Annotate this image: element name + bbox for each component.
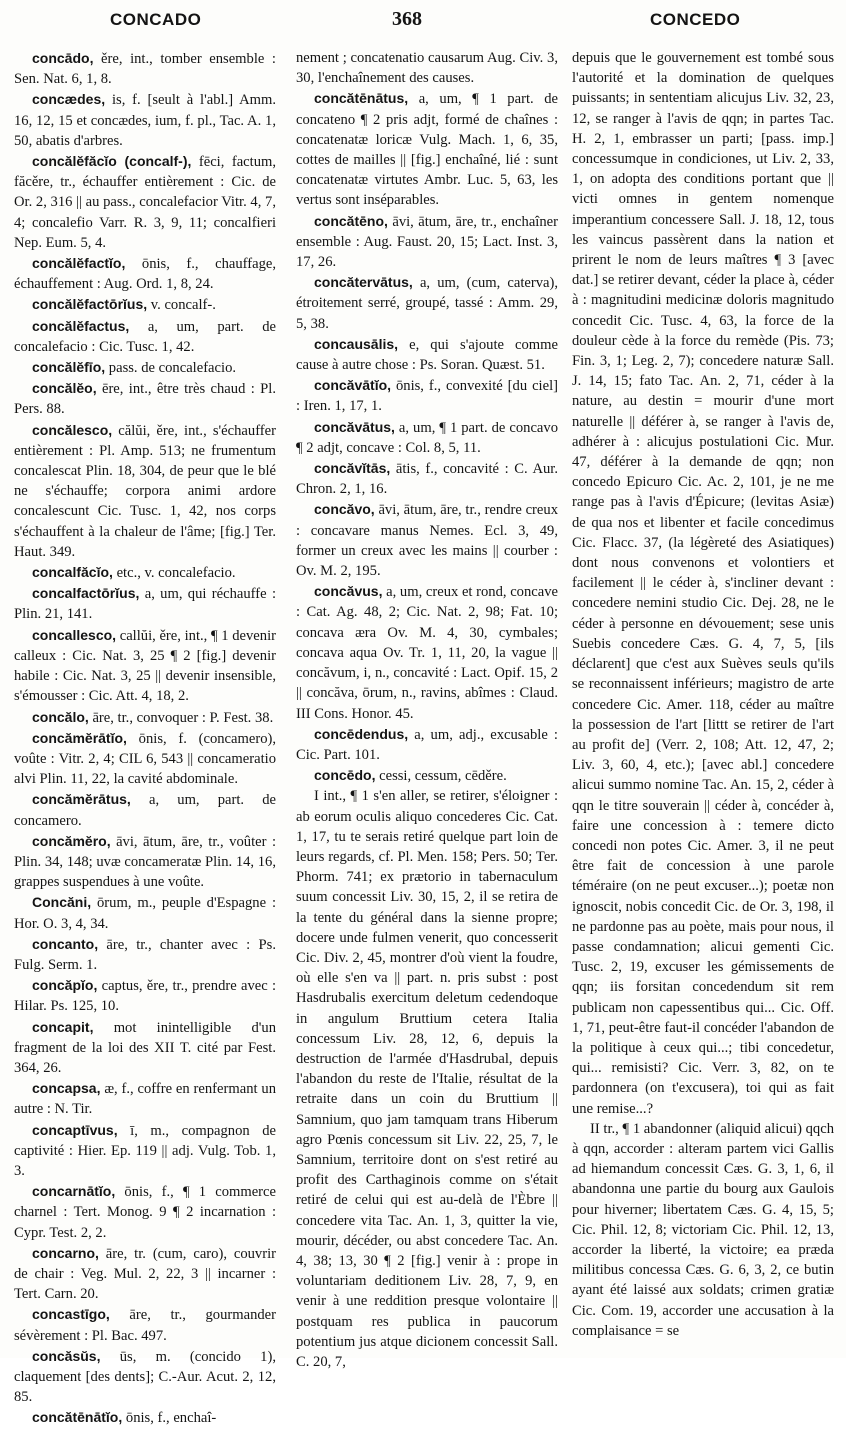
entry-definition: călŭi, ěre, int., s'échauffer entièrement : Pl. Amp. 513; ne frumentum concalescat Plin. 18, 304, de peur que le blé ne s'échauffe; corpora animi ardore concalescunt Cic. Tusc. 1, 42, nos corps s'échauffent à la chaleur de l'âme; [fig.] Ter. Haut. 349. — [14, 422, 276, 560]
dictionary-entry — [296, 48, 558, 88]
dictionary-entry — [296, 724, 558, 765]
entry-headword: Concăni, — [32, 894, 92, 911]
dictionary-entry — [14, 934, 276, 975]
entry-headword: concapit, — [32, 1018, 94, 1035]
entry-headword: concăvātĭo, — [314, 377, 392, 394]
entry-headword: concălĕfactōrĭus, — [32, 296, 148, 313]
dictionary-entry — [572, 48, 834, 1119]
entry-definition: ātis, f., concavité : C. Aur. Chron. 2, 1, 16. — [296, 461, 558, 498]
dictionary-entry — [296, 272, 558, 334]
entry-definition: ōnis, f. (concamero), voûte : Vitr. 2, 4; CIL 6, 543 || concameratio alvi Plin. 11, 22, la cavité abdominale. — [14, 730, 276, 788]
entry-definition: v. concalf-. — [147, 297, 216, 314]
entry-definition: āre, tr., gourmander sévèrement : Pl. Bac. 497. — [14, 1307, 276, 1344]
entry-headword: concămĕrātĭo, — [32, 729, 127, 746]
entry-headword: concausālis, — [314, 335, 399, 352]
entry-headword: concămĕrātus, — [32, 791, 131, 808]
dictionary-entry — [296, 765, 558, 786]
dictionary-entry — [14, 1407, 276, 1428]
dictionary-entry — [14, 707, 276, 728]
dictionary-entry — [14, 831, 276, 893]
header-right-guideword: CONCEDO — [650, 10, 741, 29]
dictionary-entry — [14, 253, 276, 294]
entry-definition: a, um, part. de concamero. — [14, 792, 276, 829]
dictionary-entry — [14, 1120, 276, 1182]
dictionary-entry — [14, 625, 276, 707]
entry-headword: concanto, — [32, 935, 99, 952]
header-left-guideword: CONCADO — [110, 10, 202, 29]
entry-headword: concādo, — [32, 50, 94, 66]
entry-headword: concăvus, — [314, 583, 383, 600]
entry-definition: āre, tr., chanter avec : Ps. Fulg. Serm. 1. — [14, 936, 276, 973]
entry-definition: ēre, int., être très chaud : Pl. Pers. 88. — [14, 381, 276, 418]
dictionary-entry — [296, 786, 558, 1372]
entry-headword: concædes, — [32, 91, 106, 108]
entry-definition: a, um, part. de concalefacio : Cic. Tusc. 1, 42. — [14, 318, 276, 355]
dictionary-entry — [296, 88, 558, 210]
entry-definition: ōnis, f., ¶ 1 commerce charnel : Tert. Monog. 9 ¶ 2 incarnation : Cypr. Test. 2, 2. — [14, 1184, 276, 1241]
dictionary-entry — [14, 357, 276, 378]
page-number: 368 — [392, 8, 422, 30]
entry-headword: concătervātus, — [314, 274, 413, 291]
dictionary-entry — [14, 789, 276, 830]
dictionary-entry — [14, 1304, 276, 1345]
entry-definition: ūs, m. (concido 1), claquement [des dents]; C.-Aur. Acut. 2, 12, 85. — [14, 1348, 276, 1406]
entry-definition: captus, ěre, tr., prendre avec : Hilar. Ps. 125, 10. — [14, 978, 276, 1015]
dictionary-entry — [14, 1017, 276, 1079]
entry-definition: ōnis, f., convexité [du ciel] : Iren. 1, 17, 1. — [296, 378, 558, 415]
entry-definition: a, um, ¶ 1 part. de concateno ¶ 2 pris adjt, formé de chaînes : concatenatæ loricæ Vulg. Mach. 1, 6, 35, cottes de mailles || [fig.] enchaîné, lié : sunt concatenatæ virtutes Ambr. Luc. 5, 63, les vertus sont inséparables. — [296, 91, 558, 209]
entry-definition: āvi, ātum, āre, tr., voûter : Plin. 34, 148; uvæ concameratæ Plin. 14, 16, grappes suspendues à une voûte. — [14, 833, 276, 891]
entry-definition: a, um, (cum, caterva), étroitement serré, groupé, tassé : Amm. 29, 5, 38. — [296, 275, 558, 332]
entry-definition: callŭi, ěre, int., ¶ 1 devenir calleux : Cic. Nat. 3, 25 ¶ 2 [fig.] devenir habile : Cic. Nat. 3, 25 || devenir insensible, s'émousser : Cic. Att. 4, 18, 2. — [14, 627, 276, 705]
entry-definition: pass. de concalefacio. — [105, 360, 237, 377]
entry-definition: etc., v. concalefacio. — [112, 565, 236, 582]
entry-definition: is, f. [seult à l'abl.] Amm. 16, 12, 15 et concædes, ium, f. pl., Tac. A. 1, 50, abatis d'arbres. — [14, 92, 276, 149]
entry-headword: concastīgo, — [32, 1306, 110, 1323]
entry-definition: āvi, ātum, āre, tr., rendre creux : concavare manus Nemes. Ecl. 3, 49, former un creux avec les mains || courber : Ov. M. 2, 195. — [296, 502, 558, 580]
entry-headword: concălĕo, — [32, 380, 97, 397]
dictionary-entry — [572, 1119, 834, 1341]
entry-definition: ōnis, f., enchaî- — [122, 1410, 217, 1427]
dictionary-entry — [296, 334, 558, 375]
entry-headword: concălĕfactĭo, — [32, 255, 126, 272]
entry-headword: concarnātĭo, — [32, 1183, 116, 1200]
entry-definition: ōrum, m., peuple d'Espagne : Hor. O. 3, 4, 34. — [14, 895, 276, 932]
dictionary-entry — [14, 1346, 276, 1408]
entry-definition: II tr., ¶ 1 abandonner (aliquid alicui) qqch à qqn, accorder : alteram partem vici Gallis ad hiemandum concessit Cæs. G. 3, 1, 6, il abandonna une partie du bourg aux Gaulois pour hiverner; libertatem Cæs. G. 4, 15, 5; Cic. Phil. 12, 8; victoriam Cic. Phil. 12, 13, accorder la liberté, la victoire; ea præda militibus concessa Cæs. G. 6, 3, 2, ce butin ayant été laissé aux soldats; crimen gratiæ Cic. Com. 19, accorder une accusation à la complaisance = se — [572, 1120, 834, 1339]
entry-headword: concălesco, — [32, 421, 113, 438]
entry-definition: ōnis, f., chauffage, échauffement : Aug. Ord. 1, 8, 24. — [14, 256, 276, 293]
dictionary-entry — [14, 728, 276, 790]
entry-headword: concalfactōrĭus, — [32, 585, 140, 602]
dictionary-entry — [14, 48, 276, 89]
entry-headword: concapsa, — [32, 1080, 101, 1097]
entry-headword: concăsŭs, — [32, 1347, 101, 1364]
entry-definition: cessi, cessum, cēděre. — [375, 768, 507, 785]
running-header — [0, 6, 846, 46]
entry-headword: concătēno, — [314, 212, 388, 229]
column-right — [572, 48, 834, 1356]
entry-headword: concăvo, — [314, 501, 375, 518]
dictionary-entry — [14, 1243, 276, 1305]
dictionary-entry — [296, 417, 558, 458]
entry-headword: concălĕfactus, — [32, 317, 130, 334]
entry-definition: āre, tr. (cum, caro), couvrir de chair : Veg. Mul. 2, 22, 3 || incarner : Tert. Carn. 20. — [14, 1245, 276, 1303]
dictionary-entry — [14, 378, 276, 419]
entry-definition: I int., ¶ 1 s'en aller, se retirer, s'éloigner : ab eorum oculis aliquo concederes Cic. Cat. 1, 17, tu te serais retiré quelque part loin de leurs regards, cf. Pl. Men. 158; Pers. 50; Ter. Phorm. 741; ex prætorio in tabernaculum suum concessit Liv. 30, 15, 2, il se retira de la tente du général dans la sienne propre; docere unde fulmen venerit, quo concesserit Cic. Div. 2, 45, montrer d'où vient la foudre, où elle s'en va || part. n. pris subst : post Hasdrubalis exercitum deletum cedendoque in angulum Bruttium cetera Italia concessum Liv. 28, 12, 6, depuis la destruction de l'armée d'Hasdrubal, depuis l'abandon du reste de l'Italie, résultat de la retraite dans un coin du Bruttium || Samnium, quo jam tamquam trans Hiberum agro Pœnis concessum sit Liv. 22, 25, 7, le Samnium, territoire dont on s'est retiré au profit des Carthaginois comme on s'était retiré de celui qui est au-delà de l'Èbre || concedere vita Tac. An. 1, 3, quitter la vie, mourir, décéder, ou abst concedere Tac. An. 4, 38; 13, 30 ¶ 2 [fig.] venir à : prope in voluntariam deditionem Liv. 28, 7, 9, en venir à une reddition presque volontaire || postquam res publica in paucorum potentium jus atque dicionem concessit Sall. C. 20, 7, — [296, 788, 558, 1370]
dictionary-entry — [14, 316, 276, 357]
entry-headword: concăvĭtās, — [314, 460, 391, 477]
entry-headword: concarno, — [32, 1244, 99, 1261]
column-left — [14, 48, 277, 1427]
entry-definition: a, um, ¶ 1 part. de concavo ¶ 2 adjt, concave : Col. 8, 5, 11. — [296, 419, 558, 456]
entry-definition: a, um, adj., excusable : Cic. Part. 101. — [296, 726, 558, 763]
dictionary-entry — [14, 420, 276, 562]
entry-headword: concăvātus, — [314, 418, 395, 435]
entry-definition: e, qui s'ajoute comme cause à autre chose : Ps. Soran. Quæst. 51. — [296, 336, 558, 374]
dictionary-entry — [296, 211, 558, 273]
entry-headword: concēdo, — [314, 767, 376, 784]
entry-headword: concămĕro, — [32, 832, 111, 849]
entry-definition: a, um, creux et rond, concave : Cat. Ag. 48, 2; Cic. Nat. 2, 98; Fat. 10; concava æra Ov. M. 4, 30, cymbales; concava aqua Ov. Tr. 1, 11, 20, la vague || concăvum, i, n., concavité : Lact. Opif. 15, 2 || concăva, ōrum, n., ravins, abîmes : Claud. III Cons. Honor. 45. — [296, 584, 558, 722]
entry-definition: ěre, int., tomber ensemble : Sen. Nat. 6, 1, 8. — [14, 51, 276, 88]
dictionary-entry — [14, 975, 276, 1016]
dictionary-entry — [14, 1181, 276, 1243]
entry-definition: depuis que le gouvernement est tombé sous l'autorité et la domination de quelques puissants; in sententiam alicujus Liv. 32, 23, 12, se ranger à l'avis de qqn; in partes Tac. H. 2, 1, embrasser un parti; [pass. imp.] concessumque in condiciones, ut Liv. 2, 33, 1, on adopta des conditions portant que || victi omnes in gentem nomenque imperantium concessere Sall. J. 18, 12, tous les vaincus passèrent dans la nation et prirent le nom de leurs maîtres ¶ 3 [avec dat.] se retirer devant, céder la place à, céder à : magnitudini medicinæ doloris magnitudo concedit Cic. Tusc. 4, 63, la force de la douleur cède à la force du remède (Pis. 73; Fin. 3, 1; Leg. 2, 7); concedere naturæ Sall. J. 14, 15; fato Tac. An. 2, 71, céder à la nature, au destin = mourir d'une mort naturelle || déférer à, se ranger à l'avis de, adhérer à : alicujus postulationi Cic. Mur. 47, déférer à la demande de qqn; non concedo Epicuro Cic. Ac. 2, 101, je ne me range pas à l'avis d'Épicure; (levitas Asiæ) de qua nos et libenter et facile concedimus Cic. Flacc. 37, (la légèreté des Asiatiques) dont nous convenons et volontiers et facilement || le céder à, s'incliner devant : concedere nemini studio Cic. Dej. 28, ne le céder à personne en dévouement; sese unis Suebis concedere Cæs. G. 4, 7, 5, [ils déclarent] que c'est aux Suèves seuls qu'ils se reconnaissent inférieurs; magistro de arte concedere Cic. Amer. 118, céder au maître la possession de l'art [littt se retirer de l'art au profit de] (Verr. 2, 108; Att. 12, 47, 2; Liv. 3, 60, 4, etc.); [avec abl.] concedere alicui summo nomine Tac. An. 15, 2, céder à qqn le titre souverain || céder à, concéder à, faire une concession à : temere dicto concedi non potes Cic. Amer. 3, il ne peut être fait de concession à une parole téméraire (on ne peut excuser...); poetæ non ignoscit, nobis concedit Cic. de Or. 3, 198, il ne pardonne pas au poète, mais pour nous, il passe condamnation; alicui gementi Cic. Tusc. 2, 19, excuser les gémissements de qqn; iis forsitan concedendum sit rem publicam non capessentibus qui... Cic. Off. 1, 71, peut-être faut-il concéder l'abandon de la politique à ceux qui...; tibi concedetur, qui... remisisti? Cic. Verr. 3, 82, on te pardonnera (on t'excusera), toi qui as fait une remise...? — [572, 50, 834, 1117]
dictionary-entry — [14, 562, 276, 583]
dictionary-entry — [14, 892, 276, 933]
dictionary-entry — [14, 583, 276, 624]
entry-headword: concallesco, — [32, 626, 117, 643]
dictionary-entry — [296, 581, 558, 723]
entry-definition: æ, f., coffre en renfermant un autre : N. Tir. — [14, 1081, 276, 1118]
entry-headword: concălĕfīo, — [32, 359, 106, 376]
entry-headword: concătēnātus, — [314, 90, 409, 107]
dictionary-entry — [296, 375, 558, 416]
entry-headword: concălo, — [32, 708, 89, 725]
entry-definition: a, um, qui réchauffe : Plin. 21, 141. — [14, 586, 276, 623]
entry-definition: āvi, ātum, āre, tr., enchaîner ensemble : Aug. Faust. 20, 15; Lact. Inst. 3, 17, 26. — [296, 213, 558, 271]
entry-headword: concăpĭo, — [32, 977, 98, 994]
entry-headword: concaptīvus, — [32, 1121, 118, 1138]
dictionary-entry — [296, 458, 558, 499]
entry-headword: concătēnātĭo, — [32, 1409, 123, 1426]
entry-definition: ī, m., compagnon de captivité : Hier. Ep. 119 || adj. Vulg. Tob. 1, 3. — [14, 1122, 276, 1179]
dictionary-entry — [14, 151, 276, 253]
entry-headword: concēdendus, — [314, 725, 409, 742]
column-middle — [296, 48, 558, 1370]
entry-headword: concălĕfăcĭo (concalf-), — [32, 153, 192, 170]
entry-headword: concalfăcĭo, — [32, 564, 113, 581]
dictionary-entry — [296, 499, 558, 581]
entry-definition: āre, tr., convoquer : P. Fest. 38. — [88, 709, 274, 726]
entry-definition: nement ; concatenatio causarum Aug. Civ. 3, 30, l'enchaînement des causes. — [296, 50, 558, 87]
dictionary-entry — [14, 294, 276, 315]
entry-definition: fēci, factum, făcěre, tr., échauffer entièrement : Cic. de Or. 2, 316 || au pass., concalefacior Vitr. 4, 7, 4; concalefio Varr. R. 3, 9, 11; concalfieri Nep. Eum. 5, 4. — [14, 154, 277, 251]
dictionary-entry — [14, 1078, 276, 1119]
dictionary-entry — [14, 89, 276, 151]
entry-definition: mot inintelligible d'un fragment de la loi des XII T. cité par Fest. 364, 26. — [14, 1019, 276, 1076]
